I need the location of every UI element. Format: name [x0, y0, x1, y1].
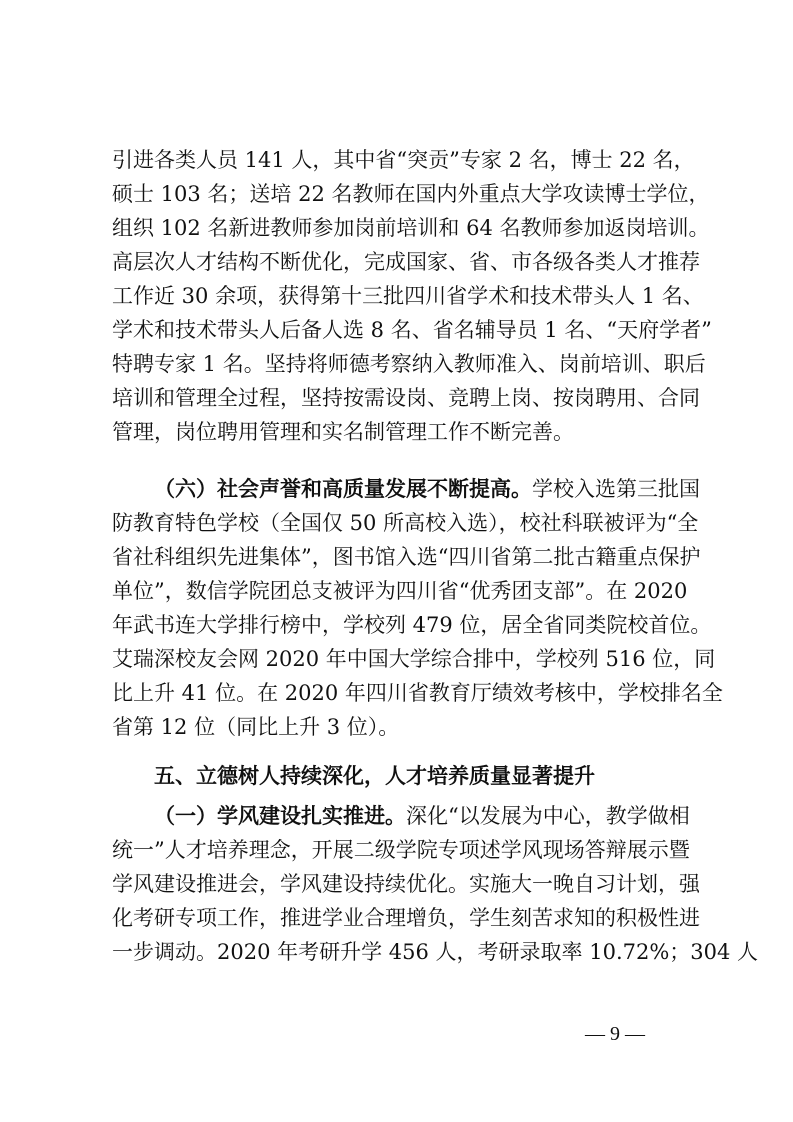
- subsection-1-intro-text: 深化“以发展为中心，教学做相: [406, 804, 690, 828]
- body-text-line: 硕士 103 名；送培 22 名教师在国内外重点大学攻读博士学位，: [112, 182, 710, 206]
- body-text-line: 年武书连大学排行榜中，学校列 479 位，居全省同类院校首位。: [112, 613, 712, 637]
- page-number: — 9 —: [585, 1023, 645, 1045]
- body-text-line: 省社科组织先进集体”，图书馆入选“四川省第二批古籍重点保护: [112, 545, 701, 569]
- body-text-line: 引进各类人员 141 人，其中省“突贡”专家 2 名，博士 22 名，: [112, 148, 695, 172]
- body-text-line: 培训和管理全过程，坚持按需设岗、竞聘上岗、按岗聘用、合同: [112, 386, 700, 410]
- body-text-line: 防教育特色学校（全国仅 50 所高校入选），校社科联被评为“全: [112, 511, 699, 535]
- subsection-1-bold-title: （一）学风建设扎实推进。: [154, 804, 406, 828]
- body-text-line: 工作近 30 余项，获得第十三批四川省学术和技术带头人 1 名、: [112, 284, 704, 308]
- body-text-line: 学术和技术带头人后备人选 8 名、省名辅导员 1 名、“天府学者”: [112, 318, 712, 342]
- body-text-line: 组织 102 名新进教师参加岗前培训和 64 名教师参加返岗培训。: [112, 216, 710, 240]
- body-text-line: 比上升 41 位。在 2020 年四川省教育厅绩效考核中，学校排名全: [112, 681, 723, 705]
- subsection-1-paragraph-start: [154, 799, 690, 833]
- section-6-paragraph-start: [154, 472, 700, 506]
- body-text-line: 管理，岗位聘用管理和实名制管理工作不断完善。: [112, 420, 574, 444]
- body-text-line: 艾瑞深校友会网 2020 年中国大学综合排中，学校列 516 位，同: [112, 647, 716, 671]
- body-text-line: 一步调动。2020 年考研升学 456 人，考研录取率 10.72%；304 人: [112, 940, 759, 964]
- body-text-line: 化考研专项工作，推进学业合理增负，学生刻苦求知的积极性进: [112, 906, 700, 930]
- body-text-line: 特聘专家 1 名。坚持将师德考察纳入教师准入、岗前培训、职后: [112, 352, 706, 376]
- body-text-line: 学风建设推进会，学风建设持续优化。实施大一晚自习计划，强: [112, 872, 700, 896]
- body-text-line: 单位”，数信学院团总支被评为四川省“优秀团支部”。在 2020: [112, 579, 688, 603]
- body-text-line: 统一”人才培养理念，开展二级学院专项述学风现场答辩展示暨: [112, 838, 690, 862]
- body-text-line: 高层次人才结构不断优化，完成国家、省、市各级各类人才推荐: [112, 250, 700, 274]
- section-6-bold-title: （六）社会声誉和高质量发展不断提高。: [154, 477, 532, 501]
- section-6-intro-text: 学校入选第三批国: [532, 477, 700, 501]
- section-heading: 五、立德树人持续深化，人才培养质量显著提升: [154, 764, 595, 788]
- body-text-line: 省第 12 位（同比上升 3 位）。: [112, 715, 400, 739]
